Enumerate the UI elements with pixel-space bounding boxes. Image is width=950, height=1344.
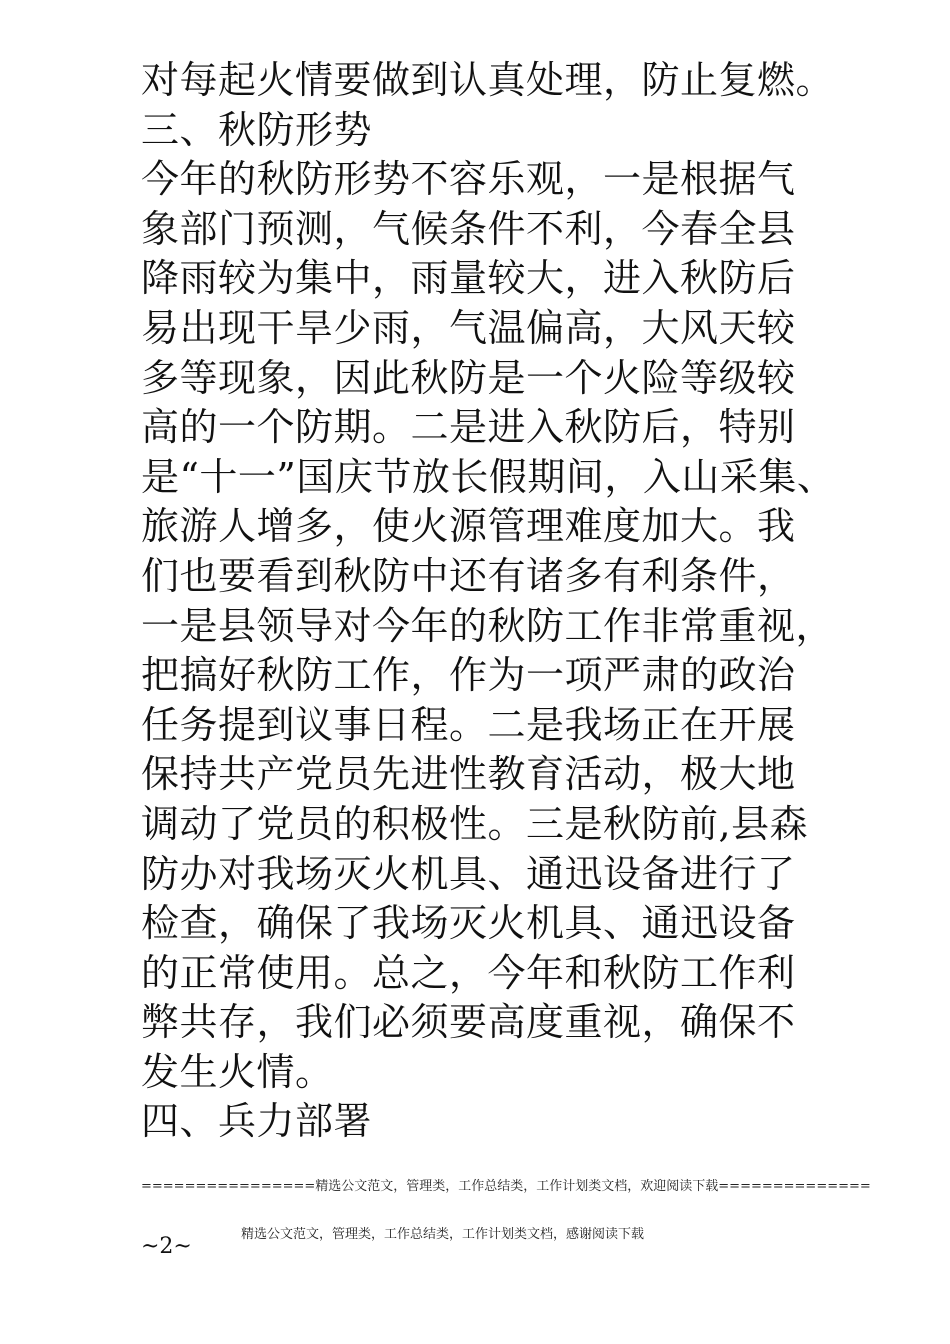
section-heading: 三、秋防形势 [141,107,373,152]
text-line: 易出现干旱少雨，气温偏高，大风天较 [141,305,796,350]
document-body [141,56,836,1147]
text-line: 保持共产党员先进性教育活动，极大地 [141,752,796,797]
text-line: 防办对我场灭火机具、通迅设备进行了 [141,851,796,896]
footer-subtitle: 精选公文范文，管理类，工作总结类，工作计划类文档，感谢阅读下载 [241,1227,645,1242]
text-line: 检查，确保了我场灭火机具、通迅设备 [141,901,796,946]
text-line: 把搞好秋防工作，作为一项严肃的政治 [141,653,796,698]
page-number: ~2~ [141,1234,192,1259]
text-line: 多等现象，因此秋防是一个火险等级较 [141,355,796,400]
section-heading: 四、兵力部署 [141,1099,373,1144]
text-line: 一是县领导对今年的秋防工作非常重视， [141,603,835,648]
text-line: 的正常使用。总之，今年和秋防工作利 [141,950,796,995]
text-line: 调动了党员的积极性。三是秋防前,县森 [141,801,809,846]
footer-banner: ================精选公文范文，管理类，工作总结类，工作计划类文档，欢迎阅读下载============== [141,1179,871,1194]
text-line: 今年的秋防形势不容乐观，一是根据气 [141,157,796,202]
text-line: 旅游人增多，使火源管理难度加大。我 [141,504,796,549]
text-line: 高的一个防期。二是进入秋防后，特别 [141,405,796,450]
text-line: 弊共存，我们必须要高度重视，确保不 [141,1000,796,1045]
text-line: 们也要看到秋防中还有诸多有利条件， [141,553,796,598]
text-line: 任务提到议事日程。二是我场正在开展 [141,702,796,747]
text-line: 降雨较为集中，雨量较大，进入秋防后 [141,256,796,301]
text-line: 象部门预测，气候条件不利，今春全县 [141,206,796,251]
text-line: 发生火情。 [141,1049,334,1094]
text-line: 是“十一”国庆节放长假期间，入山采集、 [141,454,836,499]
text-line: 对每起火情要做到认真处理，防止复燃。 [141,58,835,102]
